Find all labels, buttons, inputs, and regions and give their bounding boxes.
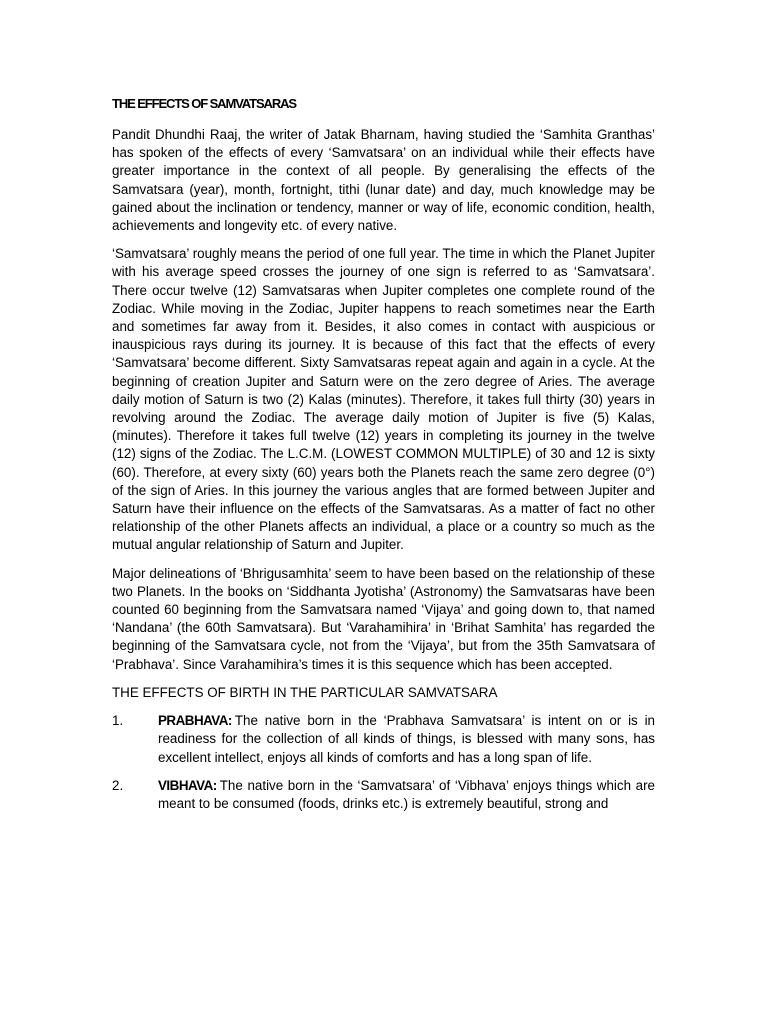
paragraph-samvatsara-meaning: ‘Samvatsara’ roughly means the period of one full year. The time in which the Planet Jupiter with his average speed crosses the journey of one sign is referred to as ‘Samvatsara’. There occur twelve (12) Samvatsaras when Jupiter completes one complete round of the Zodiac. While moving in the Zodiac, Jupiter happens to reach sometimes near the Earth and sometimes far away from it. Besides, it also comes in contact with auspicious or inauspicious rays during its journey. It is because of this fact that the effects of every ‘Samvatsara’ become different. Sixty Samvatsaras repeat again and again in a cycle. At the beginning of creation Jupiter and Saturn were on the zero degree of Aries. The average daily motion of Saturn is two (2) Kalas (minutes). Therefore, it takes full thirty (30) years in revolving around the Zodiac. The average daily motion of Jupiter is five (5) Kalas, (minutes). Therefore it takes full twelve (12) years in completing its journey in the twelve (12) signs of the Zodiac. The L.C.M. (LOWEST COMMON MULTIPLE) of 30 and 12 is sixty (60). Therefore, at every sixty (60) years both the Planets reach the same zero degree (0°) of the sign of Aries. In this journey the various angles that are formed between Jupiter and Saturn have their influence on the effects of the Samvatsaras. As a matter of fact no other relationship of the other Planets affects an individual, a place or a country so much as the mutual angular relationship of Saturn and Jupiter. xyxy=(112,246,655,553)
list-item xyxy=(112,777,655,813)
paragraph-bhrigusamhita: Major delineations of ‘Bhrigusamhita’ seem to have been based on the relationship of these two Planets. In the books on ‘Siddhanta Jyotisha’ (Astronomy) the Samvatsaras have been counted 60 beginning from the Samvatsara named ‘Vijaya’ and going down to, that named ‘Nandana’ (the 60th Samvatsara). But ‘Varahamihira’ in ‘Brihat Samhita’ has regarded the beginning of the Samvatsara cycle, not from the ‘Vijaya’, but from the 35th Samvatsara of ‘Prabhava’. Since Varahamihira’s times it is this sequence which has been accepted. xyxy=(112,565,655,672)
list-item-text: The native born in the ‘Samvatsara’ of ‘Vibhava’ enjoys things which are meant to be consumed (foods, drinks etc.) is extremely beautiful, strong and xyxy=(158,777,655,811)
list-item-number: 1. xyxy=(112,713,124,729)
list-item-term: VIBHAVA: xyxy=(158,777,217,793)
list-item xyxy=(112,712,655,767)
section-subheading: THE EFFECTS OF BIRTH IN THE PARTICULAR SAMVATSARA xyxy=(112,684,498,700)
paragraph-intro: Pandit Dhundhi Raaj, the writer of Jatak Bharnam, having studied the ‘Samhita Granthas’ has spoken of the effects of every ‘Samvatsara’ on an individual while their effects have greater importance in the context of all people. By generalising the effects of the Samvatsara (year), month, fortnight, tithi (lunar date) and day, much knowledge may be gained about the inclination or tendency, manner or way of life, economic condition, health, achievements and longevity etc. of every native. xyxy=(112,127,655,234)
list-item-number: 2. xyxy=(112,777,124,793)
document-title: THE EFFECTS OF SAMVATSARAS xyxy=(112,96,296,111)
list-item-text: The native born in the ‘Prabhava Samvatsara’ is intent on or is in readiness for the collection of all kinds of things, is blessed with many sons, has excellent intellect, enjoys all kinds of comforts and has a long span of life. xyxy=(158,713,655,765)
document-page xyxy=(112,95,655,823)
list-item-term: PRABHAVA: xyxy=(158,713,232,729)
